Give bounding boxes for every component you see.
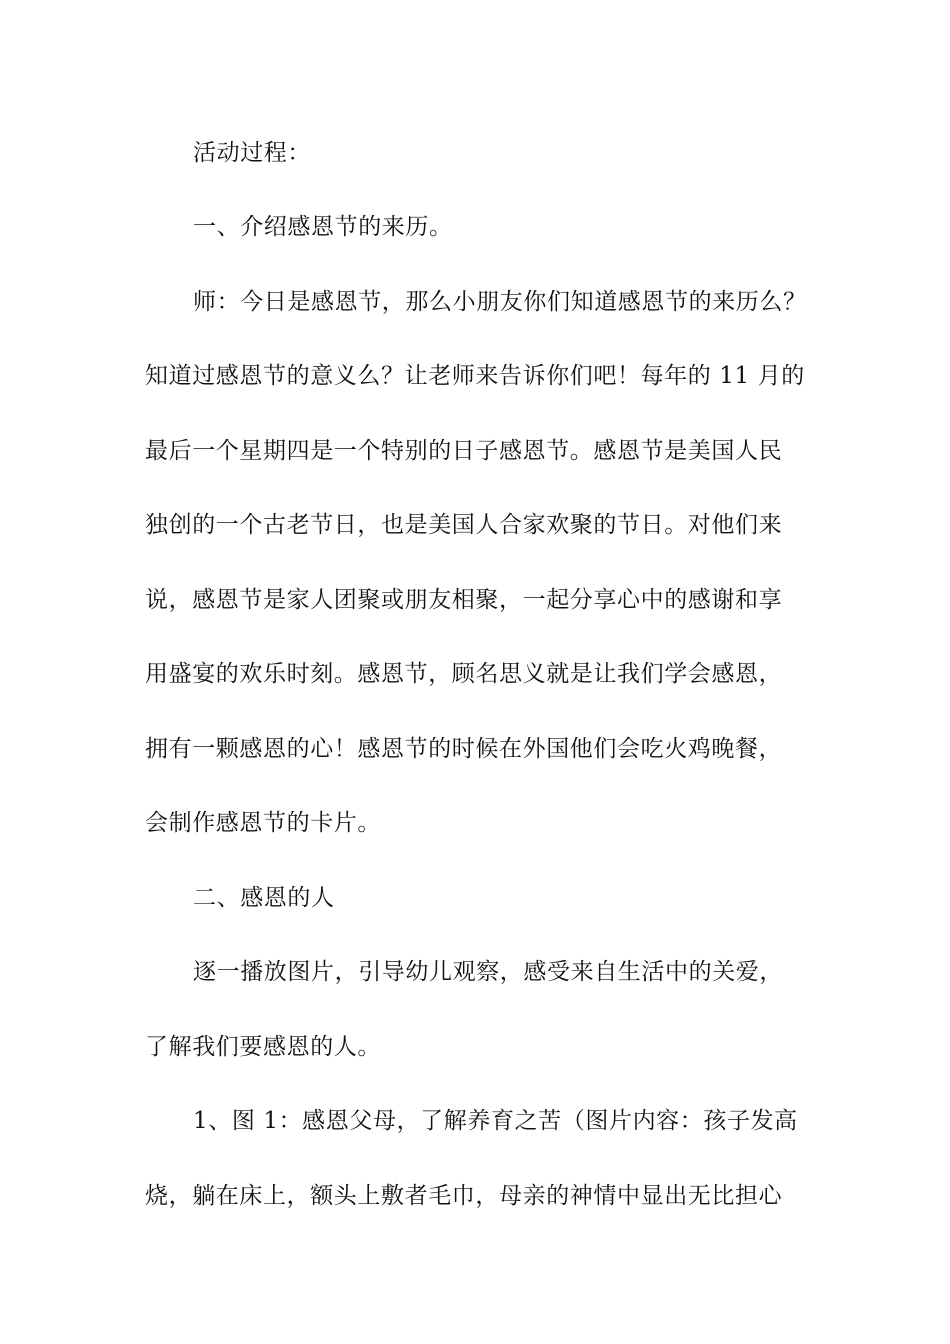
text-line: 活动过程： — [193, 140, 311, 166]
text-line: 说，感恩节是家人团聚或朋友相聚，一起分享心中的感谢和享 — [145, 587, 783, 613]
text-line: 二、感恩的人 — [193, 885, 335, 911]
text-line: 拥有一颗感恩的心！感恩节的时候在外国他们会吃火鸡晚餐， — [145, 736, 783, 762]
text-line: 最后一个星期四是一个特别的日子感恩节。感恩节是美国人民 — [145, 438, 783, 464]
text-line: 烧，躺在床上，额头上敷者毛巾，母亲的神情中显出无比担心 — [145, 1183, 783, 1209]
text-line: 一、介绍感恩节的来历。 — [193, 214, 453, 240]
text-line: 用盛宴的欢乐时刻。感恩节，顾名思义就是让我们学会感恩， — [145, 661, 783, 687]
text-line: 知道过感恩节的意义么？让老师来告诉你们吧！每年的 11 月的 — [145, 363, 805, 389]
text-line: 1、图 1：感恩父母，了解养育之苦（图片内容：孩子发高 — [193, 1108, 798, 1134]
text-line: 了解我们要感恩的人。 — [145, 1034, 381, 1060]
text-line: 逐一播放图片，引导幼儿观察，感受来自生活中的关爱， — [193, 959, 783, 985]
text-line: 独创的一个古老节日，也是美国人合家欢聚的节日。对他们来 — [145, 512, 783, 538]
text-line: 会制作感恩节的卡片。 — [145, 810, 381, 836]
text-line: 师：今日是感恩节，那么小朋友你们知道感恩节的来历么？ — [193, 289, 807, 315]
